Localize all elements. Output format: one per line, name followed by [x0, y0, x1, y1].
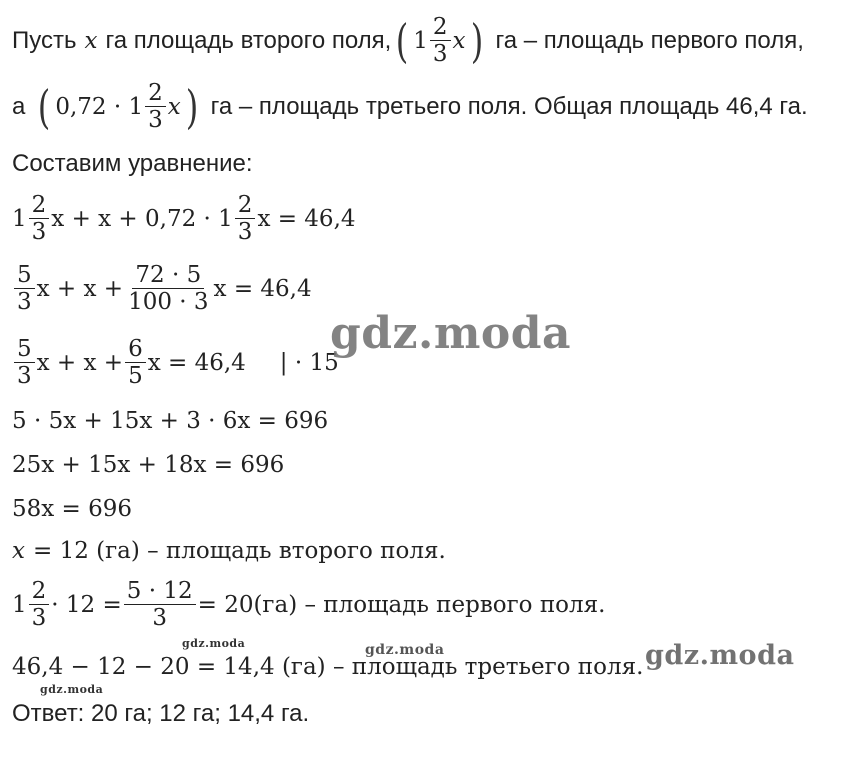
line1-var-x: x — [84, 27, 98, 54]
eq7-text: = 12 (га) – площадь второго поля. — [32, 538, 446, 564]
heading-equation: Составим уравнение: — [12, 150, 253, 177]
eq2-num1: 5 — [14, 262, 35, 289]
eq1-fraction-1 — [29, 192, 50, 246]
line2-frac-den: 3 — [148, 107, 163, 134]
text-line-3 — [12, 150, 253, 178]
eq8-middle: · 12 = — [51, 591, 122, 618]
eq1-den2: 3 — [237, 219, 253, 246]
watermark-large: gdz.moda — [330, 308, 572, 359]
text-line-2 — [12, 80, 808, 134]
eq3-middle: x + x + — [36, 349, 124, 376]
eq1-num1: 2 — [29, 192, 50, 219]
eq2-den2: 100 · 3 — [128, 289, 209, 316]
watermark-small-2: gdz.moda — [182, 637, 246, 650]
eq1-end: x = 46,4 — [257, 205, 356, 232]
line1-whole: 1 — [413, 27, 428, 54]
eq3-num2: 6 — [125, 336, 146, 363]
equation-6: 58x = 696 — [12, 496, 133, 522]
open-paren: ( — [38, 79, 51, 134]
eq1-den1: 3 — [31, 219, 47, 246]
equation-8 — [12, 578, 605, 632]
open-paren: ( — [396, 13, 409, 68]
equation-9: 46,4 − 12 − 20 = 14,4 (га) – площадь третьего поля. — [12, 654, 644, 680]
line1-text-b: га площадь второго поля, — [105, 26, 392, 54]
line2-fraction — [145, 80, 166, 134]
watermark-right: gdz.moda — [645, 640, 795, 671]
line2-text-a: а — [12, 92, 26, 120]
line2-x: x — [167, 93, 181, 120]
eq3-num1: 5 — [14, 336, 35, 363]
watermark-tiny: gdz.moda — [40, 683, 104, 696]
line1-frac-den: 3 — [432, 41, 448, 68]
eq8-den2: 3 — [152, 605, 167, 632]
eq8-num1: 2 — [29, 578, 50, 605]
line2-text-b: га – площадь третьего поля. Общая площадь 46,4 га. — [210, 92, 808, 120]
eq2-middle: x + x + — [36, 275, 124, 302]
eq8-fraction-2 — [124, 578, 196, 632]
eq2-fraction-1 — [14, 262, 35, 316]
text-line-1 — [12, 14, 804, 68]
equation-5: 25x + 15x + 18x = 696 — [12, 452, 285, 478]
eq3-den2: 5 — [128, 363, 143, 390]
eq1-fraction-2 — [235, 192, 256, 246]
eq8-fraction-1 — [29, 578, 50, 632]
line1-fraction — [430, 14, 451, 68]
eq2-end: x = 46,4 — [213, 275, 312, 302]
equation-2 — [12, 262, 312, 316]
eq8-end: = 20(га) – площадь первого поля. — [197, 591, 606, 618]
eq8-den1: 3 — [31, 605, 47, 632]
eq3-end: x = 46,4 — [147, 349, 246, 376]
line1-x: x — [452, 27, 466, 54]
eq3-fraction-1 — [14, 336, 35, 390]
line1-text-a: Пусть — [12, 26, 77, 54]
line2-coef: 0,72 · 1 — [55, 93, 144, 120]
equation-7 — [12, 538, 446, 564]
eq1-num2: 2 — [235, 192, 256, 219]
line1-text-c: га – площадь первого поля, — [495, 26, 804, 54]
line1-frac-num: 2 — [430, 14, 451, 41]
line2-frac-num: 2 — [145, 80, 166, 107]
watermark-small-1: gdz.moda — [365, 642, 445, 658]
eq8-whole: 1 — [12, 591, 27, 618]
close-paren: ) — [470, 13, 483, 68]
eq3-fraction-2 — [125, 336, 146, 390]
eq2-fraction-2 — [125, 262, 211, 316]
close-paren: ) — [185, 79, 198, 134]
eq8-num2: 5 · 12 — [124, 578, 196, 605]
eq7-var: x — [12, 538, 25, 564]
equation-3 — [12, 336, 339, 390]
equation-4: 5 · 5x + 15x + 3 · 6x = 696 — [12, 408, 329, 434]
eq3-den1: 3 — [17, 363, 32, 390]
eq2-den1: 3 — [17, 289, 32, 316]
eq1-middle: x + x + 0,72 · 1 — [51, 205, 233, 232]
eq1-whole: 1 — [12, 205, 27, 232]
answer-line: Ответ: 20 га; 12 га; 14,4 га. — [12, 700, 310, 727]
eq3-multiplier: | · 15 — [279, 349, 339, 376]
equation-1 — [12, 192, 356, 246]
eq2-num2: 72 · 5 — [132, 262, 204, 289]
